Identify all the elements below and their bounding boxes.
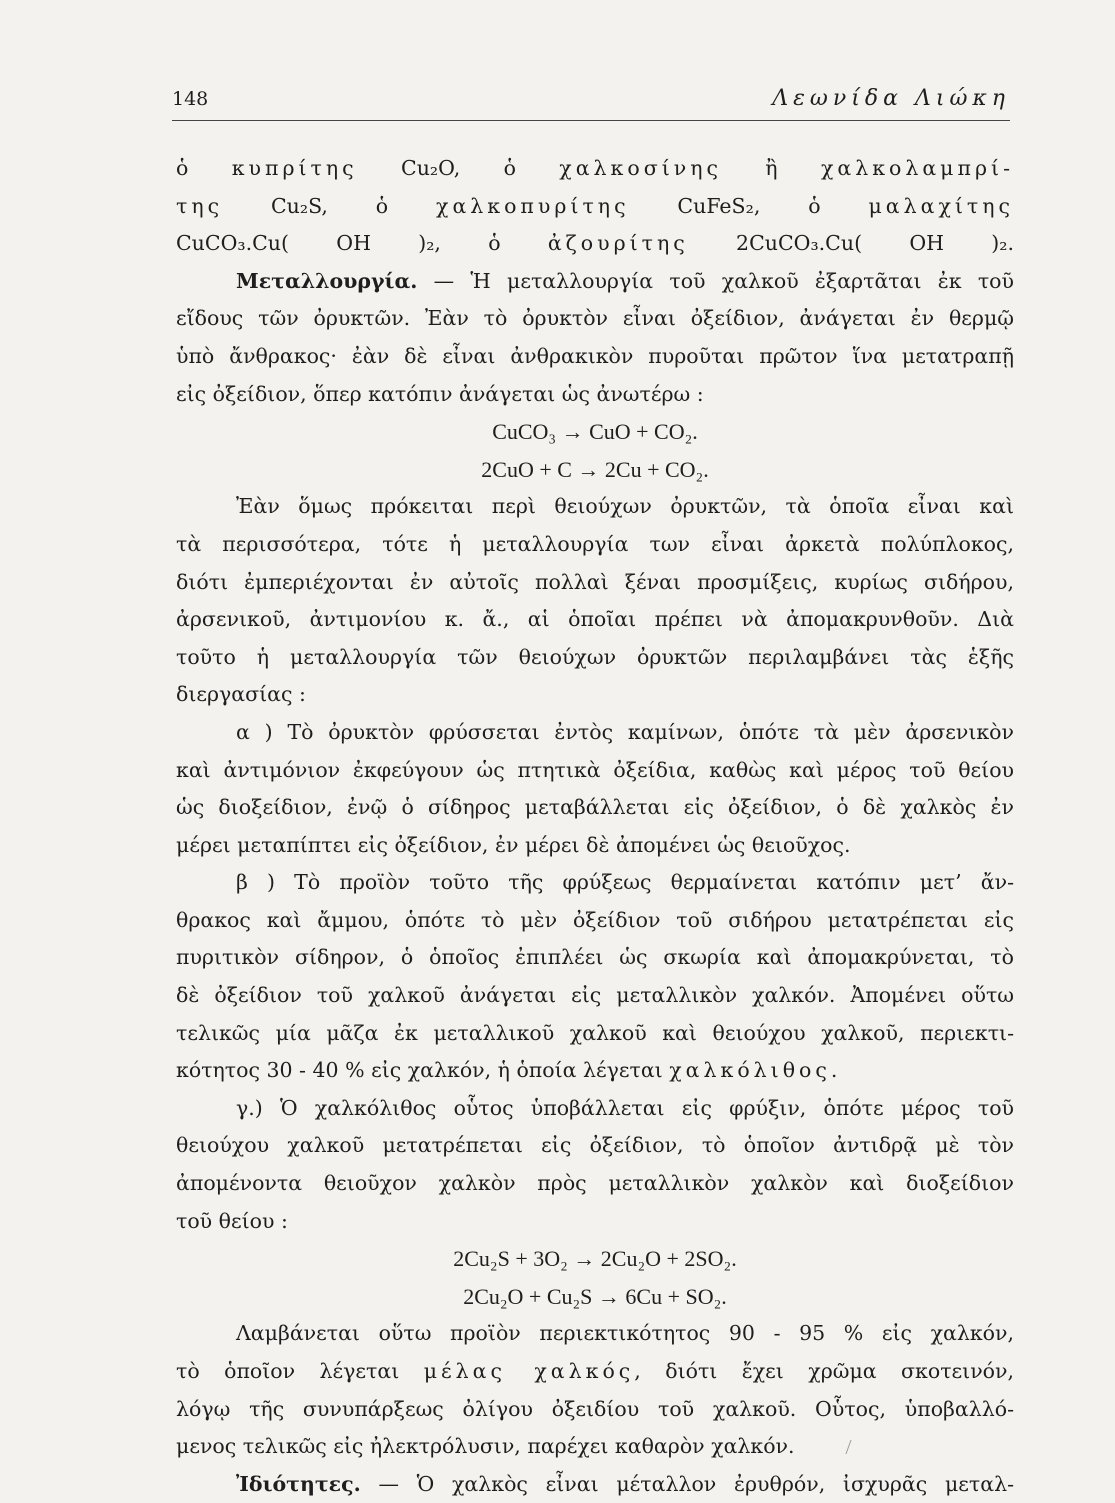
text-line: τὸ ὁποῖον λέγεται μέλας χαλκός, διότι ἔχει χρῶμα σκοτεινόν, bbox=[176, 1359, 1014, 1383]
text-line: διεργασίας : bbox=[176, 682, 306, 707]
text-line: Ἐὰν ὅμως πρόκειται περὶ θειούχων ὀρυκτῶν, τὰ ὁποῖα εἶναι καὶ bbox=[236, 494, 1014, 519]
equation: 2CuO + C → 2Cu + CO₂. bbox=[481, 456, 709, 482]
section-heading: Μεταλλουργία. bbox=[236, 268, 418, 293]
text-line: τελικῶς μία μᾶζα ἐκ μεταλλικοῦ χαλκοῦ καὶ θειούχου χαλκοῦ, περιεκτι- bbox=[176, 1020, 1014, 1045]
text-line: ὁ κυπρίτης Cu₂O, ὁ χαλκοσίνης ἢ χαλκολαμπρί- bbox=[176, 156, 1014, 180]
spaced-term: μαλαχίτης bbox=[868, 193, 1014, 218]
text-line: θρακος καὶ ἄμμου, ὁπότε τὸ μὲν ὀξείδιον τοῦ σιδήρου μετατρέπεται εἰς bbox=[176, 907, 1014, 932]
spaced-term: χαλκοσίνης bbox=[559, 156, 722, 180]
page-number: 148 bbox=[172, 88, 209, 110]
text-line: τὰ περισσότερα, τότε ἡ μεταλλουργία των εἶναι ἀρκετὰ πολύπλοκος, bbox=[176, 531, 1014, 556]
text-line: θειούχου χαλκοῦ μετατρέπεται εἰς ὀξείδιον, τὸ ὁποῖον ἀντιδρᾷ μὲ τὸν bbox=[176, 1133, 1014, 1158]
text-line: γ.) Ὁ χαλκόλιθος οὗτος ὑποβάλλεται εἰς φρύξιν, ὁπότε μέρος τοῦ bbox=[236, 1095, 1014, 1120]
text-line: Ἰδιότητες. — Ὁ χαλκὸς εἶναι μέταλλον ἐρυθρόν, ἰσχυρᾶς μεταλ- bbox=[236, 1471, 1014, 1496]
text-line: κότητος 30 - 40 % εἰς χαλκόν, ἡ ὁποία λέγεται χαλκόλιθος. bbox=[176, 1058, 838, 1083]
text-line: α ) Τὸ ὀρυκτὸν φρύσσεται ἐντὸς καμίνων, ὁπότε τὰ μὲν ἀρσενικὸν bbox=[236, 719, 1014, 744]
text-line: λόγῳ τῆς συνυπάρξεως ὀλίγου ὀξειδίου τοῦ χαλκοῦ. Οὗτος, ὑποβαλλό- bbox=[176, 1396, 1014, 1421]
text-line: εἴδους τῶν ὀρυκτῶν. Ἐὰν τὸ ὀρυκτὸν εἶναι ὀξείδιον, ἀνάγεται ἐν θερμῷ bbox=[176, 306, 1014, 331]
text-line: ὡς διοξείδιον, ἐνῷ ὁ σίδηρος μεταβάλλεται εἰς ὀξείδιον, ὁ δὲ χαλκὸς ἐν bbox=[176, 795, 1014, 820]
text-line: τοῦτο ἡ μεταλλουργία τῶν θειούχων ὀρυκτῶν περιλαμβάνει τὰς ἑξῆς bbox=[176, 644, 1014, 669]
spaced-term: χαλκόλιθος bbox=[669, 1058, 831, 1083]
text-line: μέρει μεταπίπτει εἰς ὀξείδιον, ἐν μέρει δὲ ἀπομένει ὡς θειοῦχος. bbox=[176, 832, 851, 857]
equation: 2Cu₂S + 3O₂ → 2Cu₂O + 2SO₂. bbox=[453, 1246, 737, 1272]
header-rule bbox=[172, 120, 1010, 121]
spaced-term: κυπρίτης bbox=[231, 156, 358, 180]
page-header bbox=[172, 86, 1010, 118]
section-heading: Ἰδιότητες. bbox=[236, 1471, 361, 1496]
text-line: δὲ ὀξείδιον τοῦ χαλκοῦ ἀνάγεται εἰς μεταλλικὸν χαλκόν. Ἀπομένει οὕτω bbox=[176, 983, 1014, 1008]
equation: CuCO₃ → CuO + CO₂. bbox=[492, 419, 698, 445]
text-line: β ) Τὸ προϊὸν τοῦτο τῆς φρύξεως θερμαίνεται κατόπιν μετ’ ἄν- bbox=[236, 870, 1014, 895]
text-line: διότι ἐμπεριέχονται ἐν αὐτοῖς πολλαὶ ξέναι προσμίξεις, κυρίως σιδήρου, bbox=[176, 569, 1014, 594]
text-line: ἀρσενικοῦ, ἀντιμονίου κ. ἄ., αἱ ὁποῖαι πρέπει νὰ ἀπομακρυνθοῦν. Διὰ bbox=[176, 607, 1014, 632]
text-line: καὶ ἀντιμόνιον ἐκφεύγουν ὡς πτητικὰ ὀξείδια, καθὼς καὶ μέρος τοῦ θείου bbox=[176, 757, 1014, 782]
spaced-term: μέλας χαλκός bbox=[423, 1359, 635, 1383]
spaced-term: της bbox=[176, 193, 224, 218]
text-line: ὑπὸ ἄνθρακος· ἐὰν δὲ εἶναι ἀνθρακικὸν πυροῦται πρῶτον ἵνα μετατραπῇ bbox=[176, 343, 1014, 368]
body-text bbox=[176, 150, 1014, 1503]
equation: 2Cu₂O + Cu₂S → 6Cu + SO₂. bbox=[463, 1283, 727, 1309]
text-line: της Cu₂S, ὁ χαλκοπυρίτης CuFeS₂, ὁ μαλαχίτης bbox=[176, 193, 1014, 218]
spaced-term: χαλκολαμπρί- bbox=[820, 156, 1014, 180]
text-line: Λαμβάνεται οὕτω προϊὸν περιεκτικότητος 90 - 95 % εἰς χαλκόν, bbox=[236, 1321, 1014, 1346]
text-line: εἰς ὀξείδιον, ὅπερ κατόπιν ἀνάγεται ὡς ἀνωτέρω : bbox=[176, 381, 704, 406]
spaced-term: χαλκοπυρίτης bbox=[436, 193, 630, 218]
text-line: πυριτικὸν σίδηρον, ὁ ὁποῖος ἐπιπλέει ὡς σκωρία καὶ ἀπομακρύνεται, τὸ bbox=[176, 945, 1014, 970]
text-line: τοῦ θείου : bbox=[176, 1208, 288, 1233]
running-head: Λεωνίδα Λιώκη bbox=[772, 86, 1010, 111]
text-line: μενος τελικῶς εἰς ἠλεκτρόλυσιν, παρέχει καθαρὸν χαλκόν. bbox=[176, 1434, 795, 1459]
text-line: CuCO₃.Cu( OH )₂, ὁ ἀζουρίτης 2CuCO₃.Cu( OH )₂. bbox=[176, 231, 1014, 256]
spaced-term: ἀζουρίτης bbox=[547, 231, 689, 256]
text-line: ἀπομένοντα θειοῦχον χαλκὸν πρὸς μεταλλικὸν χαλκὸν καὶ διοξείδιον bbox=[176, 1171, 1014, 1196]
text-line: Μεταλλουργία. — Ἡ μεταλλουργία τοῦ χαλκοῦ ἐξαρτᾶται ἐκ τοῦ bbox=[236, 268, 1014, 293]
